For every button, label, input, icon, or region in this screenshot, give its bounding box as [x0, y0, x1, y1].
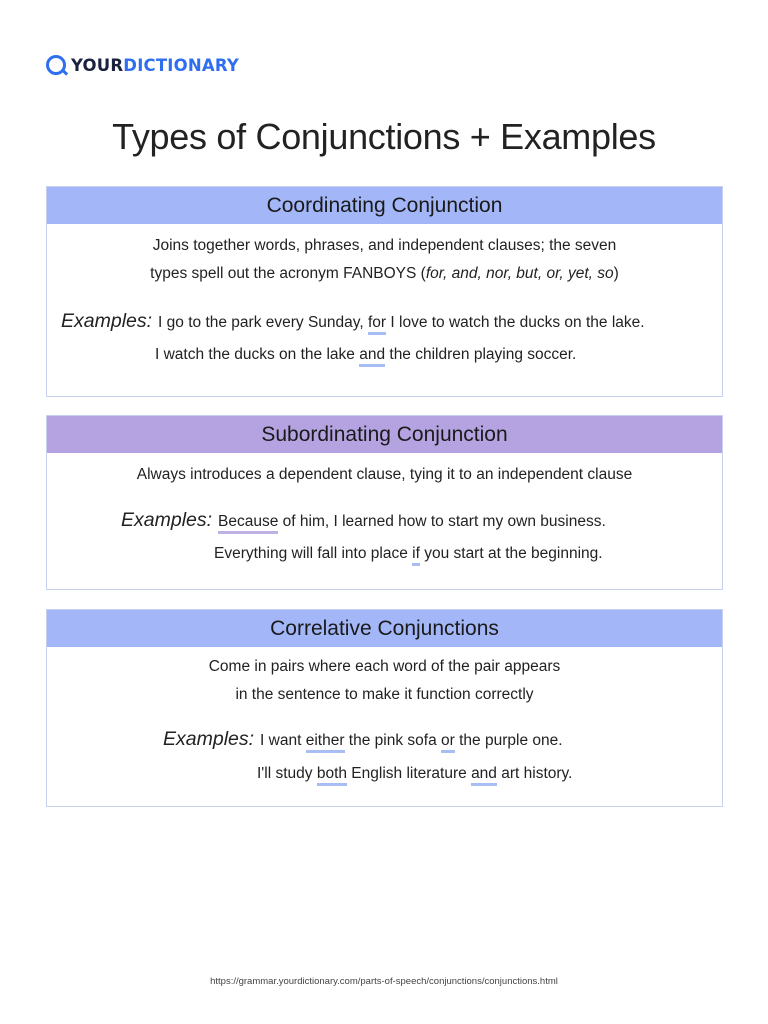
example-text: I'll study [257, 765, 317, 782]
section-description [47, 224, 722, 288]
example-text: I watch the ducks on the lake [155, 346, 360, 363]
description-line: in the sentence to make it function correctly [235, 686, 534, 703]
description-text: types spell out the acronym FANBOYS ( [150, 265, 426, 282]
section-correlative [46, 609, 723, 807]
conjunction-highlight: either [306, 732, 345, 753]
description-line: Come in pairs where each word of the pair appears [208, 658, 561, 675]
example-text: the pink sofa [344, 732, 442, 749]
description-line: Always introduces a dependent clause, tying it to an independent clause [136, 466, 633, 483]
section-heading: Correlative Conjunctions [47, 610, 722, 647]
logo-word-dictionary: DICTIONARY [123, 55, 239, 75]
section-coordinating [46, 186, 723, 397]
example-sentence [155, 346, 576, 364]
examples-label: Examples: [163, 728, 255, 750]
example-text: I love to watch the ducks on the lake. [386, 314, 645, 331]
example-text: the purple one. [454, 732, 563, 749]
section-body [47, 453, 722, 562]
example-text: English literature [347, 765, 472, 782]
magnifier-logo-icon [46, 55, 66, 75]
example-text: I want [260, 732, 306, 749]
example-text: I go to the park every Sunday, [158, 314, 368, 331]
section-description [47, 453, 722, 489]
section-description [47, 647, 722, 709]
examples-label: Examples: [61, 310, 153, 332]
example-text: of him, I learned how to start my own business. [278, 513, 606, 530]
conjunction-highlight: Because [218, 513, 278, 534]
conjunction-highlight: and [471, 765, 497, 786]
example-sentence [61, 310, 645, 333]
example-text: Everything will fall into place [214, 545, 413, 562]
page-title: Types of Conjunctions + Examples [112, 116, 656, 157]
section-heading: Subordinating Conjunction [47, 416, 722, 453]
description-line: Joins together words, phrases, and independent clauses; the seven [152, 237, 617, 254]
conjunction-highlight: or [441, 732, 455, 753]
example-text: art history. [496, 765, 573, 782]
logo-wordmark [71, 56, 239, 75]
yourdictionary-logo[interactable] [46, 53, 239, 77]
example-sentence [214, 545, 603, 563]
section-body [47, 224, 722, 363]
section-heading: Coordinating Conjunction [47, 187, 722, 224]
example-sentence [257, 765, 572, 783]
logo-word-your: YOUR [71, 55, 124, 75]
example-text: the children playing soccer. [385, 346, 577, 363]
example-sentence [121, 509, 606, 532]
description-line [47, 260, 722, 288]
conjunction-highlight: if [412, 545, 420, 566]
section-body [47, 647, 722, 782]
conjunction-highlight: and [359, 346, 385, 367]
example-sentence [163, 728, 563, 751]
examples-label: Examples: [121, 509, 213, 531]
conjunction-highlight: both [317, 765, 347, 786]
example-text: you start at the beginning. [419, 545, 603, 562]
conjunction-highlight: for [368, 314, 386, 335]
section-subordinating [46, 415, 723, 590]
source-url[interactable]: https://grammar.yourdictionary.com/parts-of-speech/conjunctions/conjunctions.html [210, 976, 558, 987]
fanboys-list: for, and, nor, but, or, yet, so [425, 265, 614, 282]
description-text: ) [613, 265, 619, 282]
